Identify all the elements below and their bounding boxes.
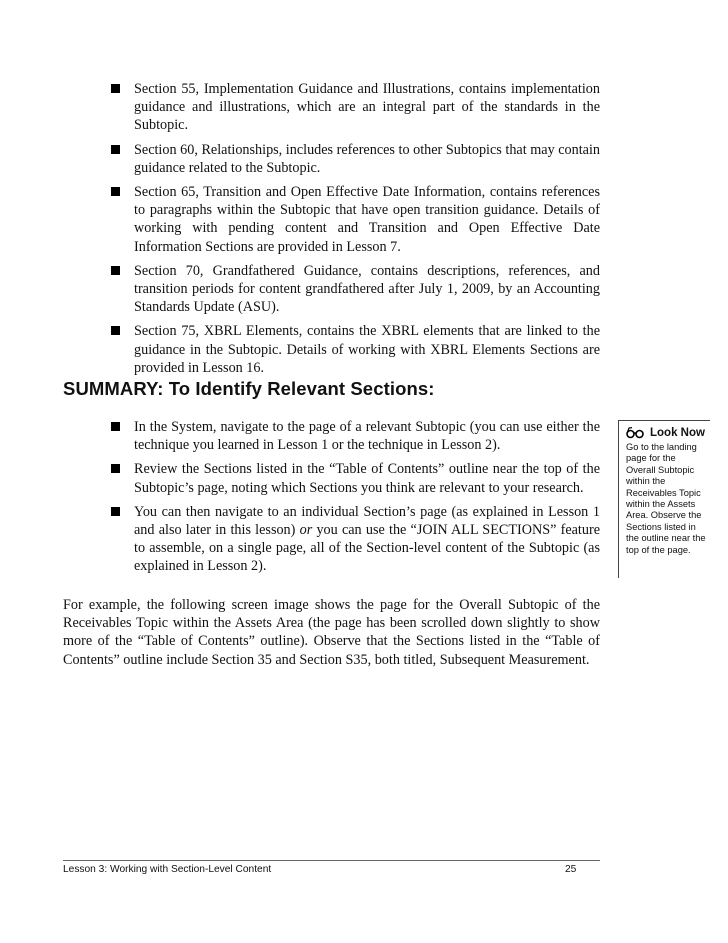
footer-divider [63,860,600,861]
square-bullet-icon [111,507,120,516]
look-now-sidebar [618,420,710,578]
example-paragraph: For example, the following screen image shows the page for the Overall Subtopic of the Receivables Topic within the Assets Area (the page has been scrolled down slightly to show more of the “Table of Contents” outline). Observe that the Sections listed in the “Table of Contents” outline include Section 35 and Section S35, both titled, Subsequent Measurement. [63,597,600,668]
square-bullet-icon [111,187,120,196]
eyeglasses-icon [626,427,644,439]
top-bullet-list [100,80,600,383]
square-bullet-icon [111,84,120,93]
look-now-label: Look Now [650,427,705,439]
square-bullet-icon [111,422,120,431]
square-bullet-icon [111,464,120,473]
bullet-text-before: You can then navigate to an individual Section’s page (as explained in Lesson 1 and also later in this lesson) [134,503,600,539]
bullet-text-after: you can use the “JOIN ALL SECTIONS” feature to assemble, on a single page, all of the Section-level content of the Subtopic (as explained in Lesson 2). [134,522,600,575]
bullet-item-section-65 [100,183,600,256]
square-bullet-icon [111,145,120,154]
look-now-body: Go to the landing page for the Overall Subtopic within the Receivables Topic within the Assets Area. Observe the Sections listed in the outline near the top of the page. [626,442,706,555]
square-bullet-icon [111,326,120,335]
look-now-title [626,427,710,439]
summary-heading: SUMMARY: To Identify Relevant Sections: [63,378,435,399]
square-bullet-icon [111,266,120,275]
bullet-text: Review the Sections listed in the “Table of Contents” outline near the top of the Subtopic’s page, noting which Sections you think are relevant to your research. [134,461,600,496]
bullet-item-section-60 [100,141,600,177]
bullet-item-section-70 [100,262,600,317]
bullet-item-section-75 [100,322,600,377]
bullet-text: Section 75, XBRL Elements, contains the XBRL elements that are linked to the guidance in the Subtopic. Details of working with XBRL Elements Sections are provided in Lesson 16. [134,323,600,376]
bullet-text: Section 70, Grandfathered Guidance, contains descriptions, references, and transition periods for content grandfathered after July 1, 2009, by an Accounting Standards Update (ASU). [134,262,600,316]
bullet-text: In the System, navigate to the page of a relevant Subtopic (you can use either the technique you learned in Lesson 1 or the technique in Lesson 2). [134,419,600,454]
bullet-text: Section 65, Transition and Open Effective Date Information, contains references to paragraphs within the Subtopic that have open transition guidance. Details of working with pending content and Transition and Open Effective Date Information Sections are provided in Lesson 7. [134,184,600,255]
bullet-item-section-55 [100,80,600,135]
footer-lesson-title: Lesson 3: Working with Section-Level Content [63,864,272,875]
summary-step-navigate [100,418,600,454]
footer-page-number: 25 [565,864,577,875]
summary-bullet-list [100,418,600,582]
summary-step-join [100,503,600,576]
bullet-text-emphasis: or [299,522,313,539]
summary-step-review [100,460,600,496]
bullet-text: Section 55, Implementation Guidance and Illustrations, contains implementation guidance and illustrations, which are an integral part of the standards in the Subtopic. [134,81,600,134]
bullet-text: Section 60, Relationships, includes references to other Subtopics that may contain guidance related to the Subtopic. [134,141,600,176]
